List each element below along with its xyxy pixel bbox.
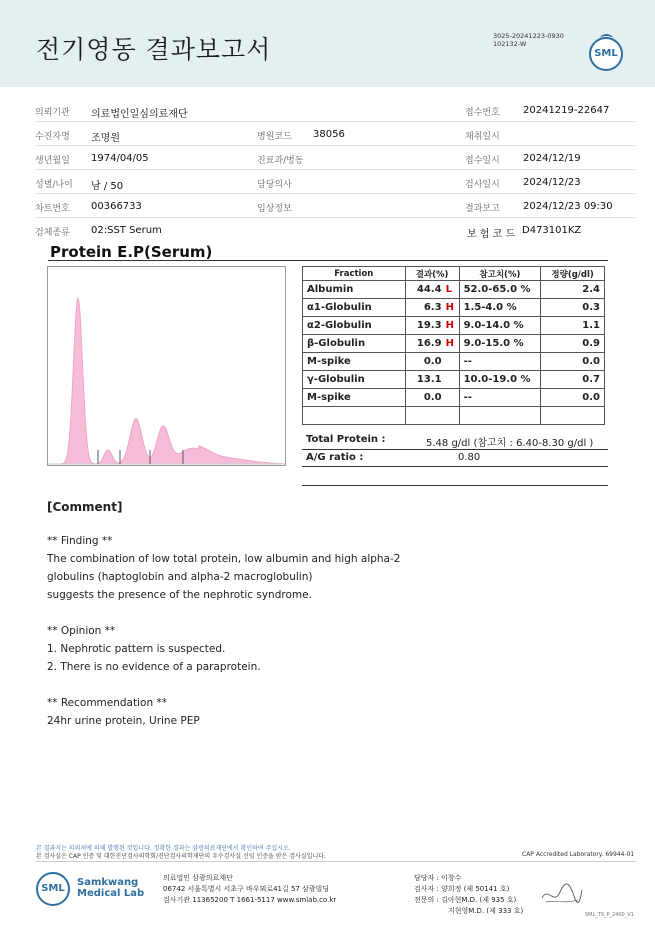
section-title: Protein E.P(Serum) xyxy=(50,243,213,261)
footer-address: 의료법인 삼광의료재단 06742 서울특별시 서초구 바우뫼로41길 57 삼광빌딩 검사기관 11365200 T 1661-5117 www.smlab.co.kr xyxy=(163,874,337,904)
hospital-code: 38056 xyxy=(313,129,345,140)
total-protein-value: 5.48 g/dl (참고치 : 6.40-8.30 g/dl ) xyxy=(426,438,594,449)
comment-line: ** Finding ** xyxy=(47,535,113,547)
info-row-4: 성별/나이 남 / 50 담당의사 검사일시 2024/12/23 xyxy=(35,172,635,194)
report-title: 전기영동 결과보고서 xyxy=(36,35,272,64)
receipt-no: 20241219-22647 xyxy=(523,105,610,116)
fraction-name: M-spike xyxy=(303,389,406,407)
reported-date: 2024/12/23 09:30 xyxy=(523,201,613,212)
fraction-concentration: 0.9 xyxy=(541,335,605,353)
fraction-result: 6.3 H xyxy=(405,299,459,317)
info-row-1: 의뢰기관 의료법인일심의료재단 접수번호 20241219-22647 xyxy=(35,100,635,122)
flag-badge: H xyxy=(445,320,454,331)
fraction-reference xyxy=(459,407,541,425)
report-code: 3025-20241223-0930 102132-W xyxy=(493,32,564,48)
ag-ratio-row xyxy=(302,450,608,467)
ag-ratio-value: 0.80 xyxy=(458,452,481,463)
fraction-concentration: 0.7 xyxy=(541,371,605,389)
cap-accreditation: CAP Accredited Laboratory. 69944-01 xyxy=(522,851,635,858)
fraction-name: β-Globulin xyxy=(303,335,406,353)
chart-no: 00366733 xyxy=(91,201,142,212)
fraction-name: M-spike xyxy=(303,353,406,371)
fraction-result: 19.3 H xyxy=(405,317,459,335)
footer-sml-logo: SML xyxy=(36,872,70,906)
received-date: 2024/12/19 xyxy=(523,153,581,164)
total-protein-row xyxy=(302,432,608,449)
comment-line: The combination of low total protein, low albumin and high alpha-2 xyxy=(47,553,401,565)
footer-staff: 담당자 : 이창수 검사자 : 양희정 (제 50141 호) 전문의 : 김아현M.D. (제 935 호) 지현영M.D. (제 333 호) xyxy=(414,874,524,915)
table-row xyxy=(303,389,605,407)
comment-line: ** Recommendation ** xyxy=(47,697,167,709)
flag-badge xyxy=(446,392,455,403)
comment-line: suggests the presence of the nephrotic syndrome. xyxy=(47,589,312,601)
flag-badge: H xyxy=(445,302,454,313)
fraction-concentration: 2.4 xyxy=(541,281,605,299)
ag-ratio-label: A/G ratio : xyxy=(306,452,364,463)
flag-badge: L xyxy=(445,284,452,295)
patient-name: 조명원 xyxy=(91,133,120,144)
table-row xyxy=(303,371,605,389)
tested-date: 2024/12/23 xyxy=(523,177,581,188)
comment-line: 24hr urine protein, Urine PEP xyxy=(47,715,200,727)
fraction-result: 16.9 H xyxy=(405,335,459,353)
info-row-2: 수진자명 조명원 병원코드 38056 채취일시 xyxy=(35,124,635,146)
fraction-result xyxy=(405,407,459,425)
flag-badge: H xyxy=(445,338,454,349)
institution: 의료법인일심의료재단 xyxy=(91,109,188,120)
table-row xyxy=(303,407,605,425)
total-protein-label: Total Protein : xyxy=(306,434,386,445)
table-header-row: Fraction 결과(%) 참고치(%) 정량(g/dl) xyxy=(303,267,605,281)
fraction-concentration: 0.0 xyxy=(541,389,605,407)
fraction-name: α1-Globulin xyxy=(303,299,406,317)
section-divider xyxy=(48,260,608,261)
fraction-concentration: 1.1 xyxy=(541,317,605,335)
sml-logo: SML xyxy=(589,37,623,71)
fraction-reference: 9.0-15.0 % xyxy=(459,335,541,353)
specimen: 02:SST Serum xyxy=(91,225,162,236)
electrophoresis-graph xyxy=(47,266,286,466)
table-row xyxy=(303,335,605,353)
comment-line: 1. Nephrotic pattern is suspected. xyxy=(47,643,226,655)
info-row-5: 차트번호 00366733 임상정보 결과보고 2024/12/23 09:30 xyxy=(35,196,635,218)
fraction-reference: -- xyxy=(459,353,541,371)
fraction-result: 13.1 xyxy=(405,371,459,389)
fraction-reference: 9.0-14.0 % xyxy=(459,317,541,335)
info-row-6: 검체종류 02:SST Serum 보 험 코 드 D473101KZ xyxy=(35,225,582,240)
footer-notice-blue: 본 결과지는 의뢰처에 의해 발행된 것입니다. 정확한 결과는 삼광의료재단에서 확인하여 주십시오. xyxy=(36,845,291,852)
footer-org-name: Samkwang Medical Lab xyxy=(77,877,145,899)
table-row xyxy=(303,281,605,299)
densitogram-curve xyxy=(48,298,285,464)
info-row-3: 생년월일 1974/04/05 진료과/병동 접수일시 2024/12/19 xyxy=(35,148,635,170)
fraction-reference: -- xyxy=(459,389,541,407)
comment-line: 2. There is no evidence of a paraprotein. xyxy=(47,661,261,673)
fraction-name: Albumin xyxy=(303,281,406,299)
table-row xyxy=(303,353,605,371)
fraction-reference: 52.0-65.0 % xyxy=(459,281,541,299)
report-header xyxy=(0,0,655,87)
insurance-code: D473101KZ xyxy=(522,225,582,236)
fraction-reference: 1.5-4.0 % xyxy=(459,299,541,317)
signature xyxy=(540,880,584,908)
comment-heading: [Comment] xyxy=(47,500,123,514)
document-code: SML_TS_P_2400_V1 xyxy=(585,912,634,918)
fraction-concentration: 0.0 xyxy=(541,353,605,371)
flag-badge xyxy=(446,356,455,367)
fraction-result: 0.0 xyxy=(405,389,459,407)
comment-line: globulins (haptoglobin and alpha-2 macroglobulin) xyxy=(47,571,313,583)
flag-badge xyxy=(446,374,455,385)
fraction-name: α2-Globulin xyxy=(303,317,406,335)
dob: 1974/04/05 xyxy=(91,153,149,164)
fraction-name: γ-Globulin xyxy=(303,371,406,389)
comment-line: ** Opinion ** xyxy=(47,625,116,637)
fraction-name xyxy=(303,407,406,425)
densitogram-svg xyxy=(48,267,285,465)
fraction-table xyxy=(302,266,605,425)
fraction-concentration xyxy=(541,407,605,425)
table-row xyxy=(303,317,605,335)
fraction-result: 0.0 xyxy=(405,353,459,371)
table-row xyxy=(303,299,605,317)
table-end-divider xyxy=(302,485,608,486)
fraction-concentration: 0.3 xyxy=(541,299,605,317)
fraction-reference: 10.0-19.0 % xyxy=(459,371,541,389)
fraction-result: 44.4 L xyxy=(405,281,459,299)
sex-age: 남 / 50 xyxy=(91,181,124,192)
footer-notice: 본 검사실은 CAP 인증 및 대한진단검사의학회/진단검사의학재단의 우수검사실 신임 인증을 받은 검사실입니다. xyxy=(36,853,326,860)
footer-divider xyxy=(36,861,636,862)
